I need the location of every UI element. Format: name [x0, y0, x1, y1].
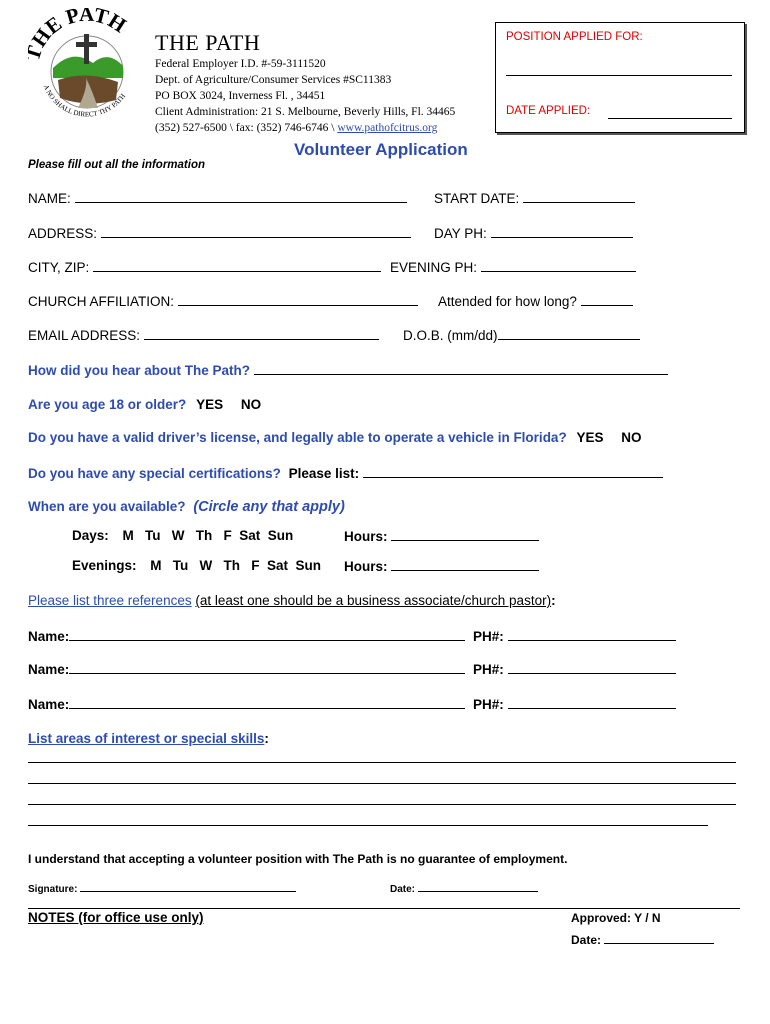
license-question: Do you have a valid driver’s license, and legally able to operate a vehicle in Florida?: [28, 430, 567, 445]
certs-question: Do you have any special certifications?: [28, 466, 281, 481]
age-no[interactable]: NO: [240, 397, 262, 412]
license-no[interactable]: NO: [621, 430, 642, 445]
evenings-hours-row: [344, 558, 539, 574]
org-line: Dept. of Agriculture/Consumer Services #SC11383: [155, 74, 392, 86]
start-date-row: [434, 190, 635, 206]
reference-name-label: Name:: [28, 629, 70, 644]
church-row: [28, 293, 418, 309]
reference-ph-field[interactable]: [508, 696, 676, 709]
start-date-label: START DATE:: [434, 191, 520, 206]
start-date-field[interactable]: [523, 190, 635, 203]
day-phone-row: [434, 225, 633, 241]
dob-field[interactable]: [498, 327, 640, 340]
signature-label: Signature:: [28, 884, 78, 895]
evening-phone-label: EVENING PH:: [390, 260, 478, 275]
date-applied-label: DATE APPLIED:: [506, 105, 591, 117]
name-field[interactable]: [75, 190, 407, 203]
instruction-text: Please fill out all the information: [28, 159, 205, 171]
skills-line[interactable]: [28, 783, 736, 784]
name-row: [28, 190, 407, 206]
address-row: [28, 225, 411, 241]
hear-question: How did you hear about The Path?: [28, 363, 251, 378]
reference-row-1: [28, 628, 676, 644]
office-date-field[interactable]: [604, 931, 714, 944]
office-date-label: Date:: [571, 933, 602, 947]
org-line: Federal Employer I.D. #-59-3111520: [155, 58, 326, 70]
evenings-hours-field[interactable]: [391, 558, 539, 571]
reference-row-2: [28, 661, 676, 677]
signature-row: [28, 881, 296, 895]
office-notes-label: NOTES (for office use only): [28, 910, 204, 925]
logo: [28, 8, 146, 128]
references-heading: Please list three references: [28, 593, 192, 608]
evening-phone-row: [390, 259, 636, 275]
org-info: [155, 56, 455, 136]
license-row: [28, 430, 642, 445]
skills-heading-row: [28, 731, 269, 746]
attended-field[interactable]: [581, 293, 633, 306]
available-row: [28, 499, 345, 515]
date-applied-field[interactable]: [608, 106, 732, 119]
hear-row: [28, 362, 668, 378]
circle-note: (Circle any that apply): [193, 499, 345, 515]
reference-name-field[interactable]: [69, 628, 465, 641]
days-hours-label: Hours:: [344, 529, 388, 544]
path-logo-icon: [28, 8, 146, 128]
church-field[interactable]: [178, 293, 418, 306]
agreement-text: I understand that accepting a volunteer position with The Path is no guarantee of employment.: [28, 852, 568, 866]
certs-field[interactable]: [363, 465, 663, 478]
email-field[interactable]: [144, 327, 379, 340]
signature-date-row: [390, 881, 538, 895]
days-row: [72, 528, 293, 543]
reference-ph-label: PH#:: [473, 629, 504, 644]
age-row: [28, 397, 261, 412]
org-contact: [155, 120, 455, 136]
evening-phone-field[interactable]: [481, 259, 636, 272]
position-applied-label: POSITION APPLIED FOR:: [506, 31, 643, 43]
org-name: THE PATH: [155, 30, 261, 55]
city-zip-field[interactable]: [93, 259, 381, 272]
office-date-row: [571, 931, 714, 947]
age-question: Are you age 18 or older?: [28, 397, 187, 412]
address-field[interactable]: [101, 225, 411, 238]
name-label: NAME:: [28, 191, 71, 206]
city-zip-label: CITY, ZIP:: [28, 260, 90, 275]
references-colon: :: [551, 593, 556, 608]
email-label: EMAIL ADDRESS:: [28, 328, 141, 343]
evenings-label: Evenings:: [72, 558, 137, 573]
reference-row-3: [28, 696, 676, 712]
references-note: (at least one should be a business associate/church pastor): [195, 593, 552, 608]
approved-label[interactable]: Approved: Y / N: [571, 911, 661, 925]
reference-name-label: Name:: [28, 662, 70, 677]
skills-line[interactable]: [28, 825, 708, 826]
day-phone-label: DAY PH:: [434, 226, 487, 241]
signature-field[interactable]: [80, 881, 296, 892]
city-zip-row: [28, 259, 381, 275]
dob-label: D.O.B. (mm/dd): [403, 328, 498, 343]
age-yes[interactable]: YES: [196, 397, 224, 412]
references-heading-row: [28, 593, 556, 608]
evenings-row: [72, 558, 321, 573]
signature-date-label: Date:: [390, 884, 416, 895]
attended-row: [438, 293, 633, 309]
reference-name-label: Name:: [28, 697, 70, 712]
skills-colon: :: [264, 731, 269, 746]
certs-list-label: Please list:: [288, 466, 360, 481]
org-line: Client Administration: 21 S. Melbourne, Beverly Hills, Fl. 34465: [155, 106, 456, 118]
skills-line[interactable]: [28, 804, 736, 805]
reference-ph-label: PH#:: [473, 697, 504, 712]
church-label: CHURCH AFFILIATION:: [28, 294, 175, 309]
certs-row: [28, 465, 663, 481]
website-link[interactable]: www.pathofcitrus.org: [337, 122, 438, 134]
evenings-options[interactable]: M Tu W Th F Sat Sun: [150, 558, 322, 573]
days-hours-row: [344, 528, 539, 544]
dob-row: [403, 327, 640, 343]
email-row: [28, 327, 379, 343]
signature-date-field[interactable]: [418, 881, 538, 892]
position-applied-field[interactable]: [506, 63, 732, 76]
office-divider: [28, 908, 740, 909]
logo-title: HE PATH: [28, 8, 131, 52]
available-question: When are you available?: [28, 499, 186, 514]
evenings-hours-label: Hours:: [344, 559, 388, 574]
days-options[interactable]: M Tu W Th F Sat Sun: [122, 528, 294, 543]
reference-name-field[interactable]: [69, 696, 465, 709]
reference-ph-label: PH#:: [473, 662, 504, 677]
org-line: PO BOX 3024, Inverness Fl. , 34451: [155, 90, 326, 102]
reference-ph-field[interactable]: [508, 628, 676, 641]
address-label: ADDRESS:: [28, 226, 98, 241]
days-hours-field[interactable]: [391, 528, 539, 541]
license-yes[interactable]: YES: [576, 430, 604, 445]
org-phone: (352) 527-6500 \ fax: (352) 746-6746 \: [155, 122, 338, 134]
logo-arc-text: A NO SHALL DIRECT THY PATH: [41, 83, 128, 119]
attended-label: Attended for how long?: [438, 294, 577, 309]
days-label: Days:: [72, 528, 109, 543]
reference-name-field[interactable]: [69, 661, 465, 674]
form-title: Volunteer Application: [294, 140, 468, 159]
skills-line[interactable]: [28, 762, 736, 763]
day-phone-field[interactable]: [491, 225, 633, 238]
skills-heading: List areas of interest or special skills: [28, 731, 265, 746]
reference-ph-field[interactable]: [508, 661, 676, 674]
position-box: [495, 22, 745, 133]
hear-field[interactable]: [254, 362, 668, 375]
